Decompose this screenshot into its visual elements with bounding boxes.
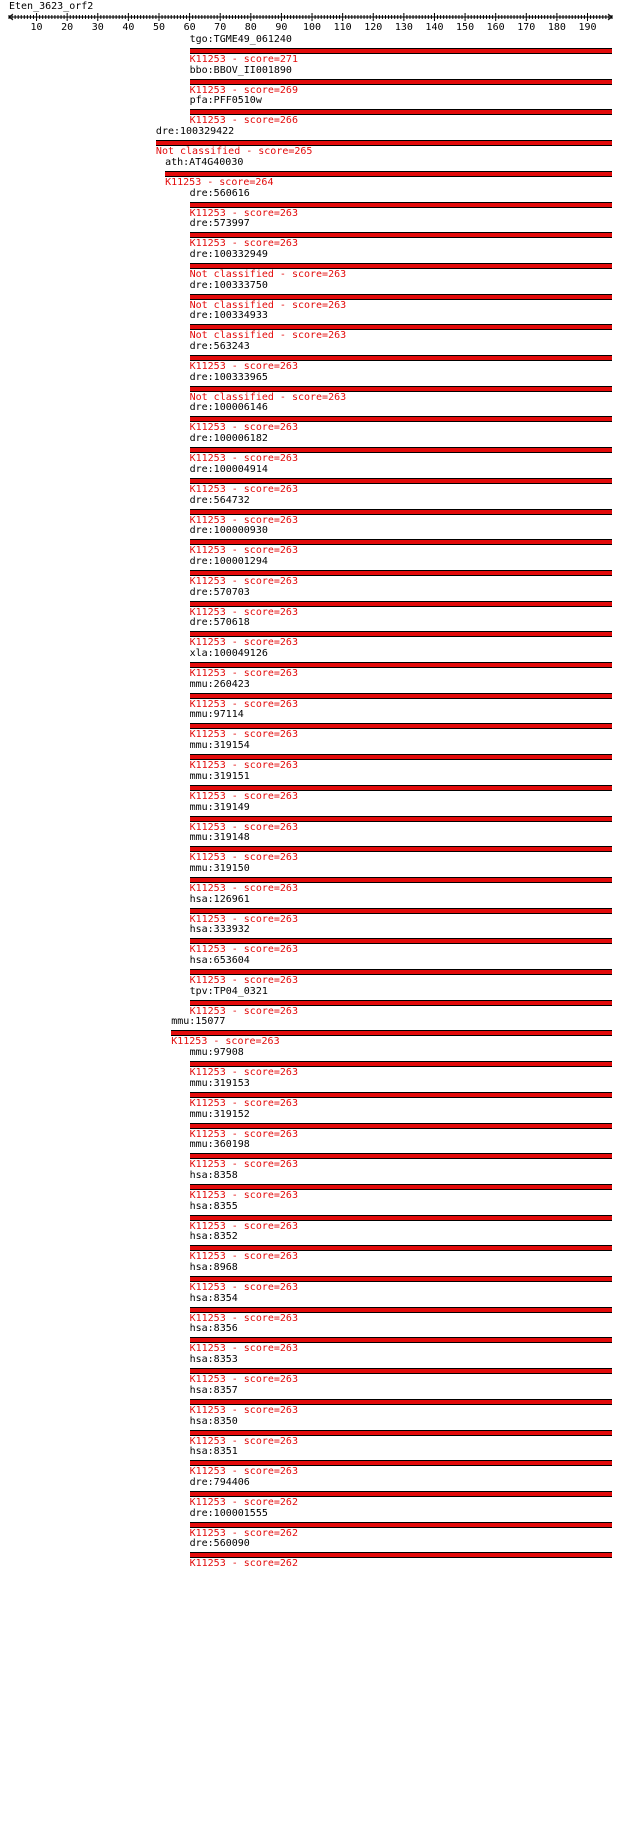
scale-tick-label: 150 [456,22,475,33]
hit-gene-link[interactable]: dre:560090 [189,1538,250,1550]
hit-gene-link[interactable]: hsa:8353 [189,1354,238,1366]
hit-gene-link[interactable]: mmu:319150 [189,862,250,874]
hit-score-link[interactable]: K11253 - score=263 [189,1282,298,1293]
hit-gene-link[interactable]: dre:100334933 [189,310,268,322]
hit-gene-link[interactable]: hsa:8357 [189,1384,238,1396]
hit-gene-link[interactable]: hsa:8968 [189,1262,238,1273]
hit-gene-link[interactable]: hsa:8358 [189,1169,238,1181]
hit-score-link[interactable]: K11253 - score=263 [171,1036,280,1048]
hit-score-link[interactable]: K11253 - score=263 [189,422,298,434]
hit-score-link[interactable]: K11253 - score=263 [189,698,298,710]
hit-score-link[interactable]: K11253 - score=263 [189,790,298,802]
scale-tick-label: 100 [302,22,322,33]
hit-gene-link[interactable]: hsa:8355 [189,1200,238,1212]
hit-score-link[interactable]: K11253 - score=263 [189,1159,298,1171]
hit-gene-link[interactable]: dre:100329422 [155,126,235,138]
scale-tick-label: 20 [61,22,74,33]
hit-score-link[interactable]: K11253 - score=263 [189,668,298,679]
hit-gene-link[interactable]: mmu:97908 [189,1047,244,1059]
hit-gene-link[interactable]: dre:570703 [189,586,250,598]
scale-tick-label: 50 [152,22,166,33]
hit-gene-link[interactable]: tpv:TP04_0321 [189,985,268,997]
hit-score-link[interactable]: K11253 - score=263 [189,1189,298,1201]
hit-score-link[interactable]: K11253 - score=263 [189,1466,298,1478]
hit-gene-link[interactable]: bbo:BBOV_II001890 [189,64,292,76]
hit-score-link[interactable]: K11253 - score=263 [189,514,298,526]
hit-gene-link[interactable]: dre:100332949 [189,248,268,260]
hit-gene-link[interactable]: dre:100001294 [189,555,268,567]
scale-tick-label: 170 [517,22,536,33]
hit-score-link[interactable]: K11253 - score=263 [189,483,298,495]
hit-gene-link[interactable]: mmu:319152 [189,1108,250,1120]
hit-gene-link[interactable]: hsa:653604 [189,955,250,966]
hit-gene-link[interactable]: dre:100001555 [189,1507,268,1519]
hit-score-link[interactable]: K11253 - score=263 [189,606,298,618]
hit-gene-link[interactable]: dre:573997 [189,218,250,230]
hit-gene-link[interactable]: mmu:319149 [189,801,250,813]
hit-score-link[interactable]: K11253 - score=263 [189,729,298,741]
scale-tick-label: 120 [364,22,383,33]
hit-score-link[interactable]: K11253 - score=269 [189,84,298,96]
hit-gene-link[interactable]: hsa:126961 [189,893,250,905]
hit-gene-link[interactable]: dre:100333750 [189,279,268,291]
hit-score-link[interactable]: Not classified - score=263 [189,391,347,403]
hit-gene-link[interactable]: ath:AT4G40030 [165,156,244,168]
hit-gene-link[interactable]: tgo:TGME49_061240 [189,34,292,45]
hit-score-link[interactable]: K11253 - score=271 [189,54,298,65]
hit-score-link[interactable]: K11253 - score=263 [189,1220,298,1232]
hit-gene-link[interactable]: hsa:8350 [189,1415,238,1427]
hit-gene-link[interactable]: dre:100000930 [189,525,268,537]
hit-gene-link[interactable]: xla:100049126 [189,648,268,659]
scale-tick-label: 110 [333,22,352,33]
hit-score-link[interactable]: K11253 - score=263 [189,1374,298,1386]
hit-score-link[interactable]: Not classified - score=265 [155,146,313,158]
hit-score-link[interactable]: K11253 - score=263 [189,852,298,864]
hit-score-link[interactable]: K11253 - score=262 [189,1496,298,1508]
hit-gene-link[interactable]: dre:100004914 [189,463,268,475]
hit-gene-link[interactable]: hsa:8354 [189,1292,238,1304]
scale-tick-label: 90 [275,22,288,33]
hit-score-link[interactable]: K11253 - score=263 [189,453,298,465]
hit-score-link[interactable]: K11253 - score=264 [165,176,274,188]
hit-score-link[interactable]: K11253 - score=263 [189,1251,298,1263]
scale-tick-label: 190 [578,22,597,33]
scale-tick-label: 70 [214,22,227,33]
hit-score-link[interactable]: K11253 - score=263 [189,1435,298,1447]
hit-score-link[interactable]: K11253 - score=263 [189,207,298,219]
scale-tick-label: 160 [486,22,505,33]
hit-gene-link[interactable]: mmu:319148 [189,832,250,844]
hit-score-link[interactable]: K11253 - score=263 [189,975,298,986]
hit-gene-link[interactable]: dre:100006182 [189,433,268,445]
hit-score-link[interactable]: K11253 - score=262 [189,1558,298,1570]
hit-gene-link[interactable]: mmu:319153 [189,1077,250,1089]
hit-score-link[interactable]: K11253 - score=263 [189,361,298,372]
scale-tick-label: 30 [91,22,104,33]
hit-gene-link[interactable]: mmu:97114 [189,709,244,721]
hit-score-link[interactable]: K11253 - score=262 [189,1527,298,1539]
hit-gene-link[interactable]: hsa:8356 [189,1323,238,1335]
hit-score-link[interactable]: K11253 - score=263 [189,913,298,925]
hit-score-link[interactable]: K11253 - score=263 [189,882,298,894]
hit-score-link[interactable]: K11253 - score=263 [189,545,298,557]
hit-gene-link[interactable]: pfa:PFF0510w [189,95,262,107]
hit-score-link[interactable]: Not classified - score=263 [189,268,347,280]
hit-gene-link[interactable]: mmu:319151 [189,770,250,782]
hit-gene-link[interactable]: dre:564732 [189,494,250,506]
scale-tick-label: 60 [183,22,196,33]
hit-score-link[interactable]: K11253 - score=263 [189,1097,298,1109]
hit-gene-link[interactable]: mmu:260423 [189,678,250,690]
scale-tick-label: 140 [425,22,444,33]
hit-score-link[interactable]: K11253 - score=263 [189,637,298,649]
hit-score-link[interactable]: K11253 - score=263 [189,760,298,772]
hit-score-link[interactable]: K11253 - score=263 [189,1343,298,1355]
hit-gene-link[interactable]: hsa:333932 [189,924,250,936]
hit-gene-link[interactable]: mmu:15077 [171,1016,226,1028]
scale-tick-label: 130 [394,22,413,33]
hit-gene-link[interactable]: mmu:319154 [189,740,250,752]
hit-gene-link[interactable]: dre:563243 [189,341,250,352]
hit-gene-link[interactable]: dre:100006146 [189,402,268,414]
scale-tick-label: 180 [547,22,566,33]
hit-score-link[interactable]: K11253 - score=263 [189,1312,298,1324]
hit-score-link[interactable]: K11253 - score=263 [189,1404,298,1416]
hit-score-link[interactable]: K11253 - score=266 [189,115,298,127]
hit-gene-link[interactable]: dre:794406 [189,1476,250,1488]
hit-score-link[interactable]: K11253 - score=263 [189,238,298,250]
hit-gene-link[interactable]: hsa:8351 [189,1446,238,1458]
hit-score-link[interactable]: K11253 - score=263 [189,944,298,956]
query-title: Eten_3623_orf2 [9,1,94,12]
scale-tick-label: 40 [122,22,135,33]
hit-score-link[interactable]: K11253 - score=263 [189,575,298,587]
hit-gene-link[interactable]: dre:570618 [189,617,250,629]
scale-tick-label: 10 [30,22,43,33]
hit-gene-link[interactable]: dre:100333965 [189,371,268,383]
hit-score-link[interactable]: K11253 - score=263 [189,1005,298,1017]
hit-gene-link[interactable]: hsa:8352 [189,1231,238,1243]
hit-gene-link[interactable]: mmu:360198 [189,1139,250,1151]
scale-tick-label: 80 [244,22,257,33]
hit-score-link[interactable]: K11253 - score=263 [189,1067,298,1079]
hit-score-link[interactable]: K11253 - score=263 [189,1128,298,1140]
hit-gene-link[interactable]: dre:560616 [189,187,250,199]
hit-score-link[interactable]: K11253 - score=263 [189,821,298,833]
hit-score-link[interactable]: Not classified - score=263 [189,330,347,342]
hit-score-link[interactable]: Not classified - score=263 [189,299,347,311]
